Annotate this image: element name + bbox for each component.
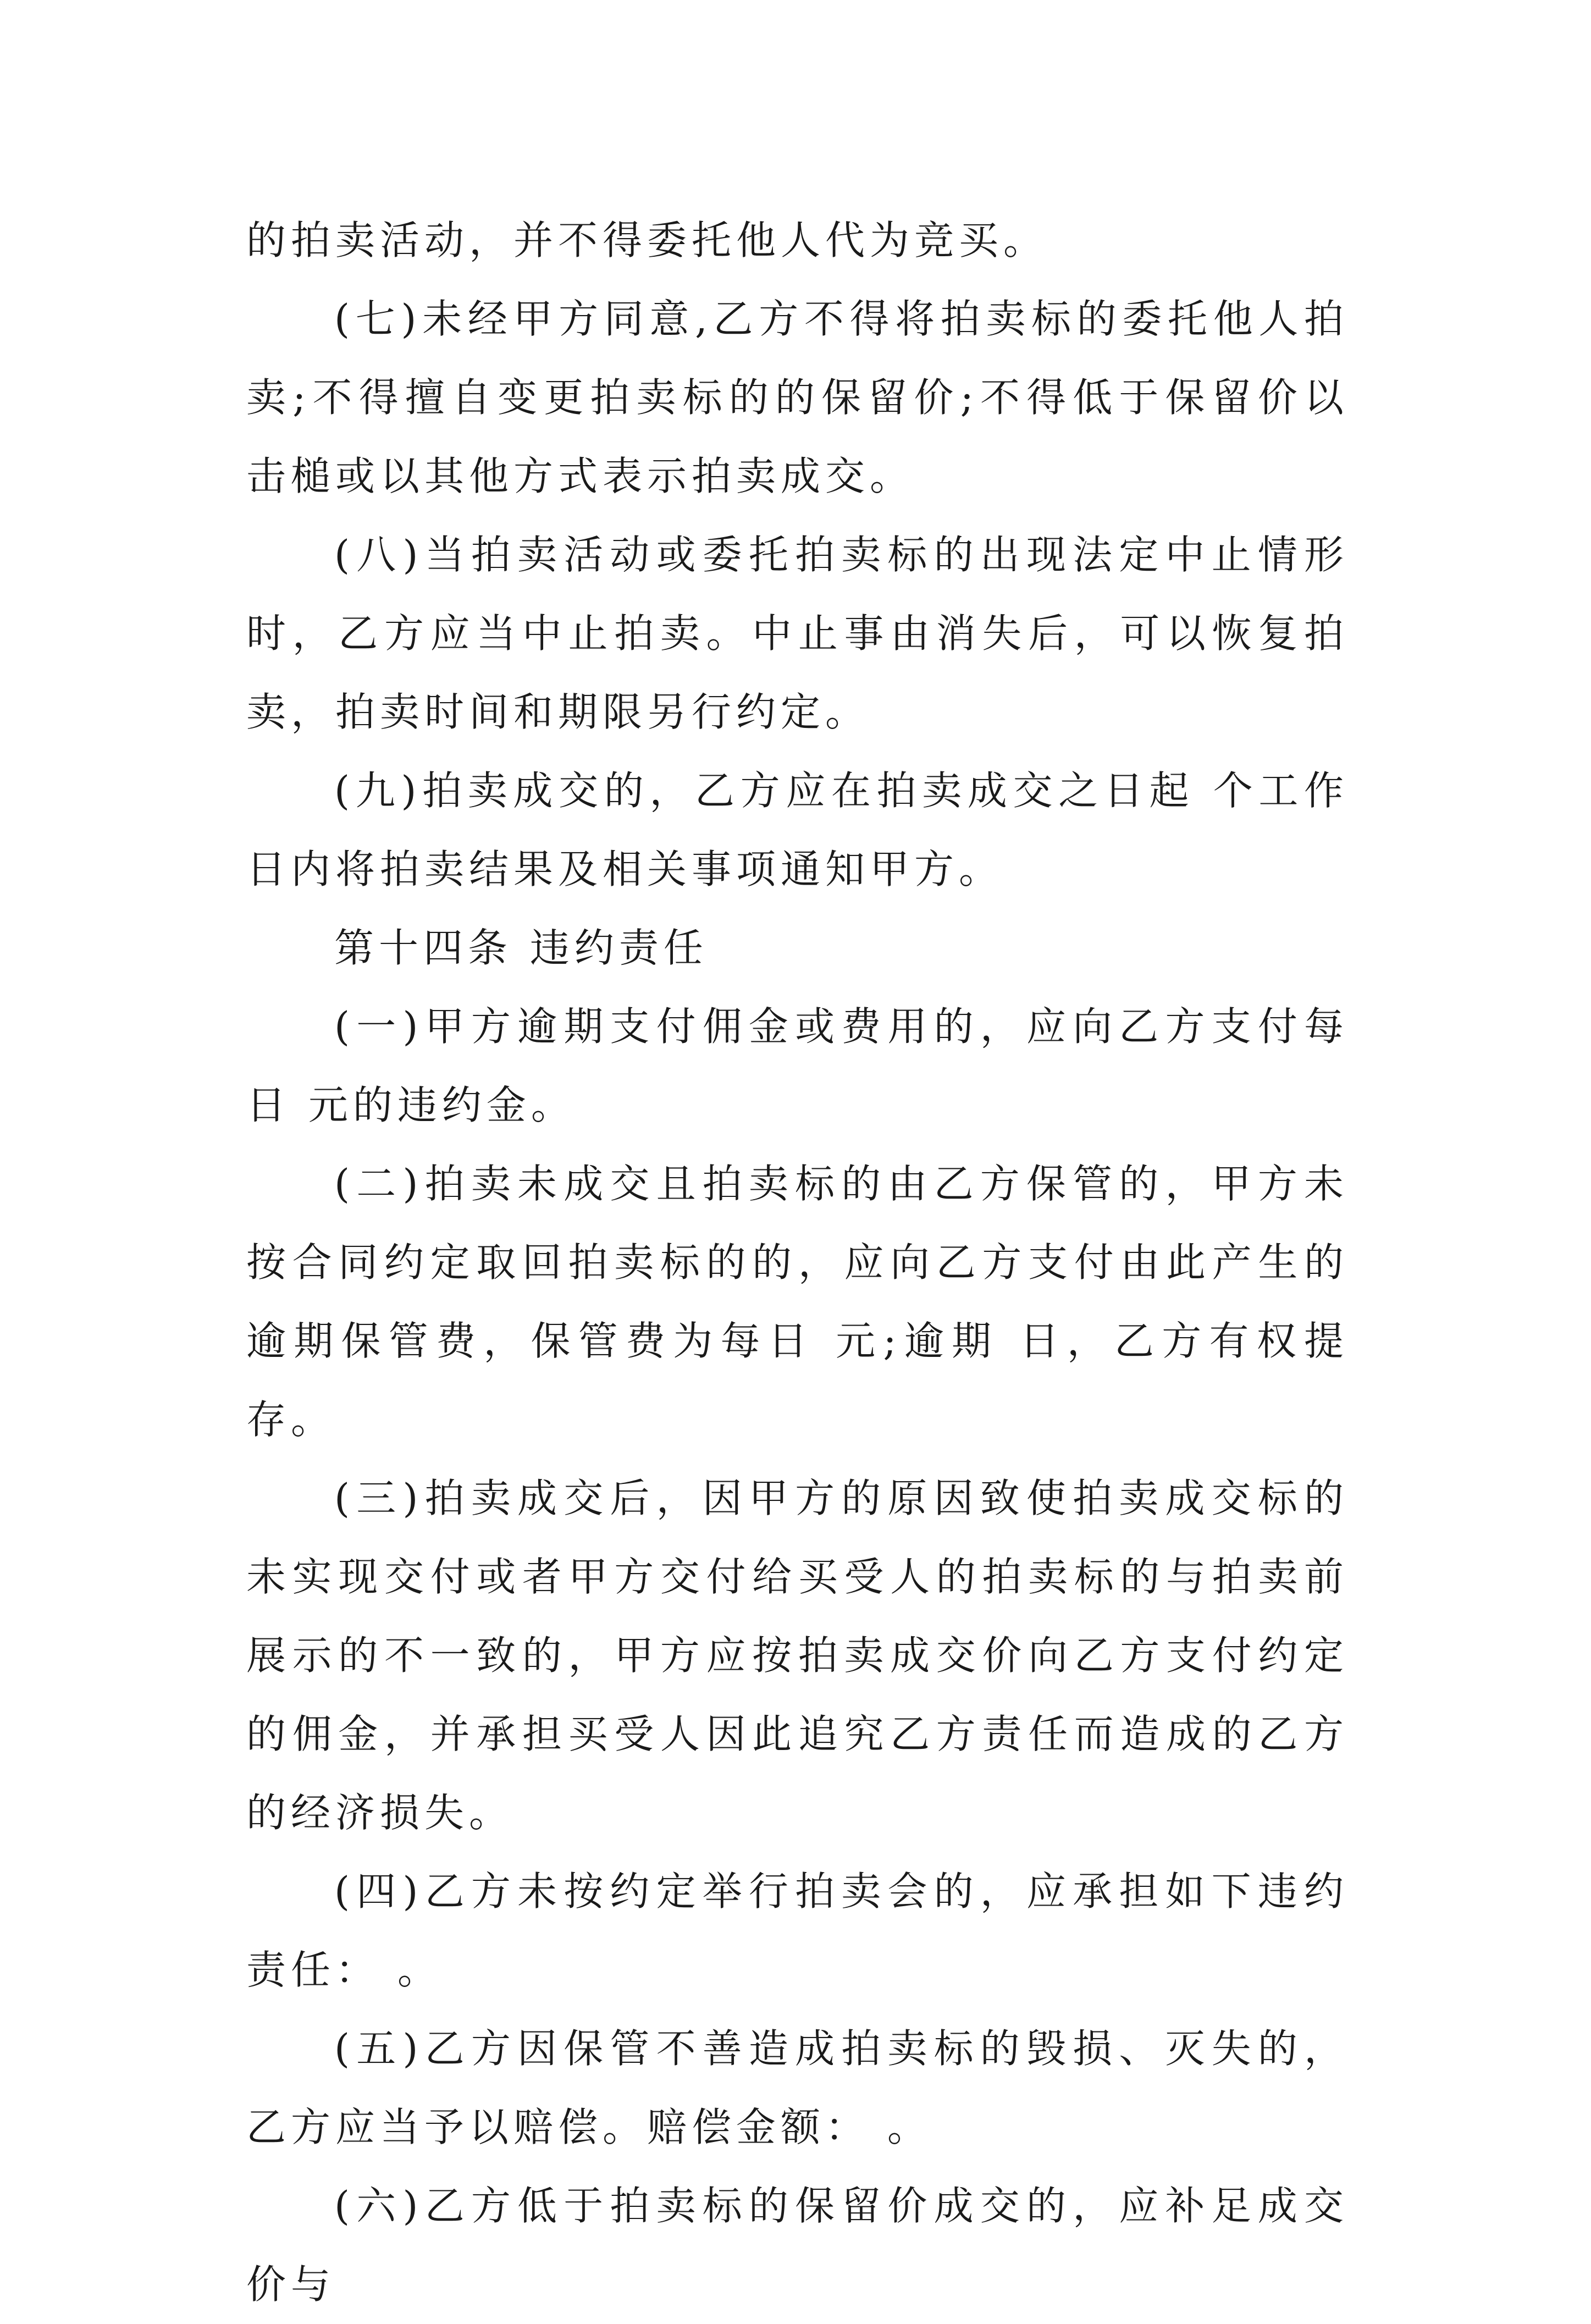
paragraph-breach-5: (五)乙方因保管不善造成拍卖标的毁损、灭失的，乙方应当予以赔偿。赔偿金额： 。	[246, 2025, 1349, 2150]
paragraph-breach-6: (六)乙方低于拍卖标的保留价成交的，应补足成交价与	[246, 2183, 1349, 2308]
article-14-heading: 第十四条 违约责任	[334, 925, 708, 971]
paragraph-clause-8: (八)当拍卖活动或委托拍卖标的出现法定中止情形时，乙方应当中止拍卖。中止事由消失后，可以恢复拍卖，拍卖时间和期限另行约定。	[246, 532, 1349, 735]
paragraph-breach-2: (二)拍卖未成交且拍卖标的由乙方保管的，甲方未按合同约定取回拍卖标的的，应向乙方支付由此产生的逾期保管费，保管费为每日 元;逾期 日，乙方有权提存。	[246, 1161, 1349, 1443]
paragraph-continuation: 的拍卖活动，并不得委托他人代为竞买。	[246, 217, 1048, 263]
paragraph-breach-4: (四)乙方未按约定举行拍卖会的，应承担如下违约责任： 。	[246, 1868, 1349, 1993]
paragraph-clause-7: (七)未经甲方同意,乙方不得将拍卖标的委托他人拍卖;不得擅自变更拍卖标的的保留价;不得低于保留价以击槌或以其他方式表示拍卖成交。	[246, 296, 1349, 499]
paragraph-breach-3: (三)拍卖成交后，因甲方的原因致使拍卖成交标的未实现交付或者甲方交付给买受人的拍卖标的与拍卖前展示的不一致的，甲方应按拍卖成交价向乙方支付约定的佣金，并承担买受人因此追究乙方责任而造成的乙方的经济损失。	[246, 1475, 1349, 1836]
document-body	[246, 201, 1349, 2324]
paragraph-clause-9: (九)拍卖成交的，乙方应在拍卖成交之日起 个工作日内将拍卖结果及相关事项通知甲方。	[246, 768, 1349, 892]
paragraph-breach-1: (一)甲方逾期支付佣金或费用的，应向乙方支付每日 元的违约金。	[246, 1003, 1349, 1128]
